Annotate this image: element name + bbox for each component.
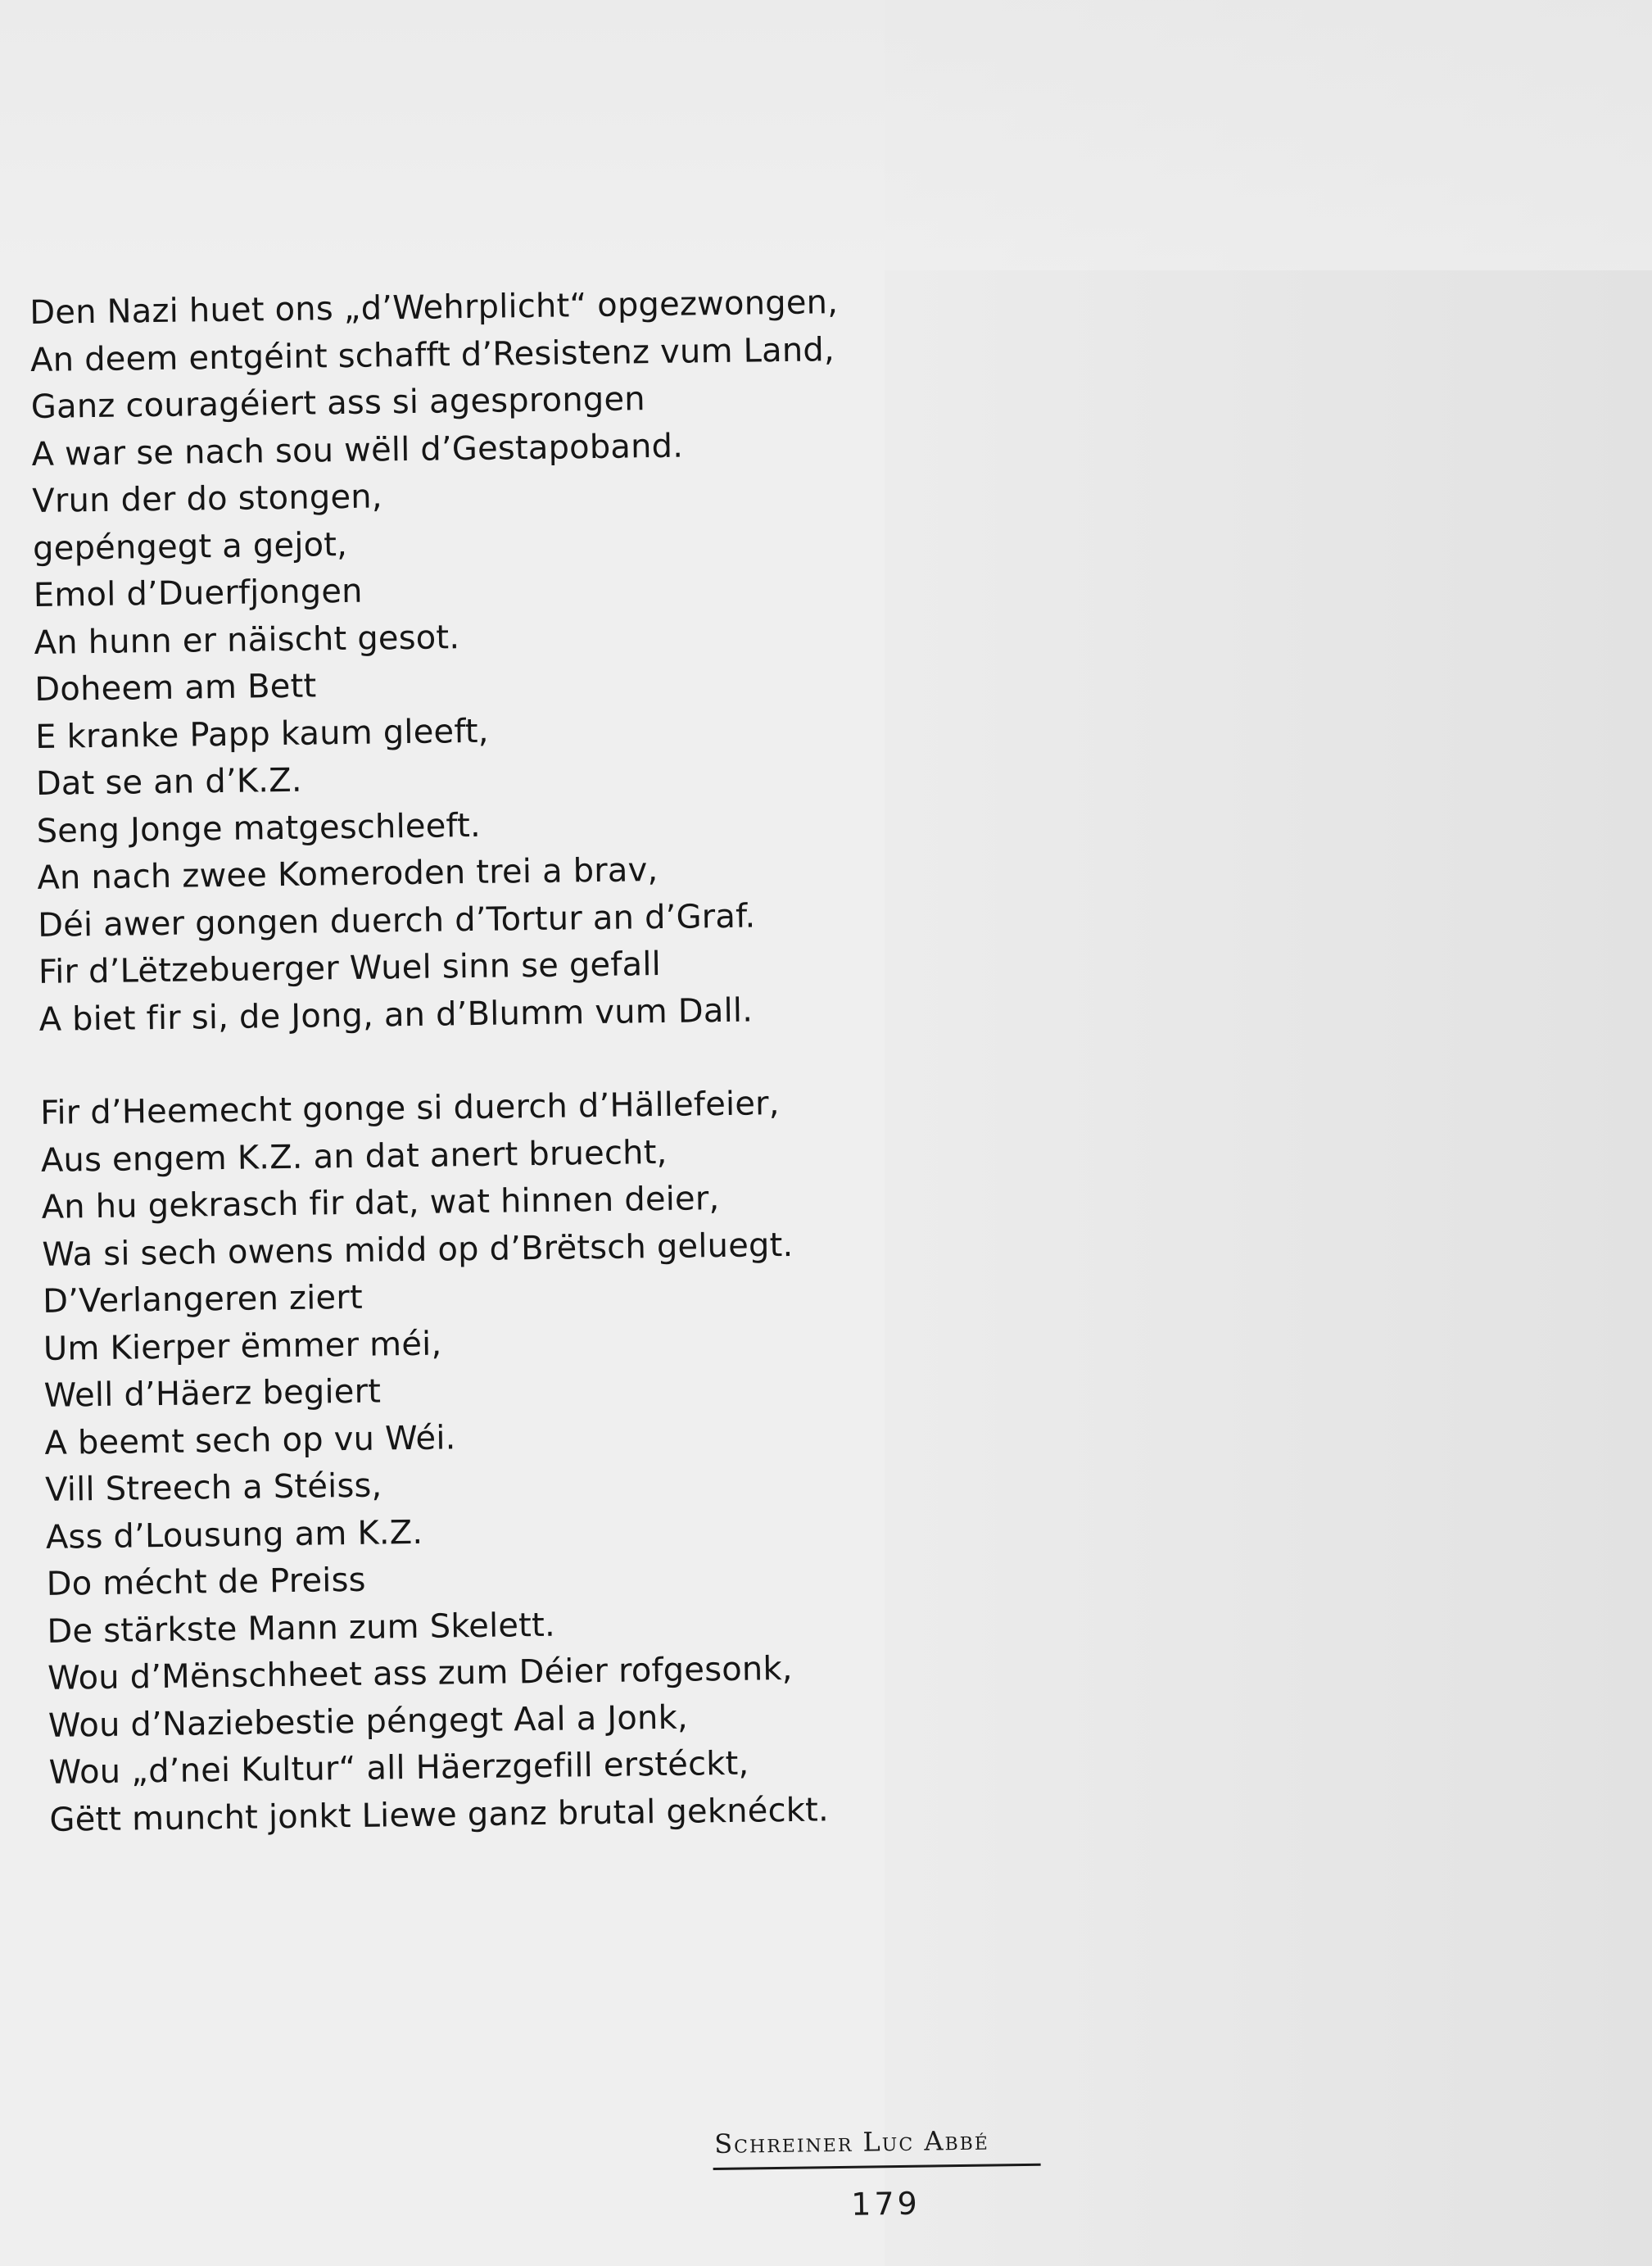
poem-line: Wa si sech owens midd op d’Brëtsch geluegt. bbox=[42, 1226, 794, 1274]
poem-line: Vill Streech a Stéiss, bbox=[44, 1466, 382, 1509]
poem-line: Aus engem K.Z. an dat anert bruecht, bbox=[40, 1133, 668, 1180]
poem-line: Emol d’Duerfjongen bbox=[33, 572, 363, 614]
poem-line: Gëtt muncht jonkt Liewe ganz brutal geknéckt. bbox=[49, 1790, 830, 1839]
poem bbox=[29, 279, 918, 1844]
stanza-2 bbox=[40, 1079, 918, 1844]
poem-line: Ganz couragéiert ass si agesprongen bbox=[30, 380, 646, 426]
poem-line: Dat se an d’K.Z. bbox=[35, 761, 302, 803]
poem-line: An hu gekrasch fir dat, wat hinnen deier, bbox=[41, 1180, 720, 1226]
poem-line: gepéngegt a gejot, bbox=[32, 525, 348, 568]
poem-line: Vrun der do stongen, bbox=[32, 478, 383, 520]
top-margin-shadow bbox=[0, 0, 1652, 270]
author-name: Schreiner Luc Abbé bbox=[713, 2124, 990, 2159]
page-footer bbox=[713, 2124, 1041, 2224]
poem-line: An nach zwee Komeroden trei a brav, bbox=[37, 851, 659, 897]
poem-line: A biet fir si, de Jong, an d’Blumm vum Dall. bbox=[38, 991, 754, 1039]
poem-line: De stärkste Mann zum Skelett. bbox=[47, 1606, 556, 1651]
poem-line: A beemt sech op vu Wéi. bbox=[44, 1418, 456, 1462]
poem-line: Fir d’Lëtzebuerger Wuel sinn se gefall bbox=[38, 945, 662, 991]
footer-divider bbox=[713, 2164, 1041, 2170]
poem-line: Do mécht de Preiss bbox=[46, 1561, 366, 1603]
poem-line: E kranke Papp kaum gleeft, bbox=[34, 712, 489, 756]
poem-line: Den Nazi huet ons „d’Wehrplicht“ opgezwongen, bbox=[29, 283, 839, 332]
poem-line: Well d’Häerz begiert bbox=[43, 1372, 382, 1415]
poem-line: Ass d’Lousung am K.Z. bbox=[45, 1513, 423, 1557]
poem-line: D’Verlangeren ziert bbox=[42, 1278, 364, 1321]
poem-line: Seng Jonge matgeschleeft. bbox=[36, 806, 482, 850]
facing-page-shadow bbox=[885, 0, 1652, 2266]
poem-line: Doheem am Bett bbox=[34, 667, 317, 709]
poem-line: A war se nach sou wëll d’Gestapoband. bbox=[31, 427, 684, 474]
poem-line: Wou d’Naziebestie péngegt Aal a Jonk, bbox=[48, 1698, 689, 1745]
poem-line: Wou „d’nei Kultur“ all Häerzgefill erstéckt, bbox=[48, 1744, 749, 1792]
poem-line: Um Kierper ëmmer méi, bbox=[43, 1325, 442, 1368]
poem-line: An hunn er näischt gesot. bbox=[34, 618, 460, 662]
poem-line: Fir d’Heemecht gonge si duerch d’Hällefeier, bbox=[39, 1085, 780, 1132]
poem-line: Wou d’Mënschheet ass zum Déier rofgesonk, bbox=[47, 1649, 793, 1697]
poem-line: An deem entgéint schafft d’Resistenz vum Land, bbox=[29, 330, 835, 379]
page-number: 179 bbox=[850, 2185, 921, 2223]
stanza-1 bbox=[29, 279, 907, 1044]
poem-line: Déi awer gongen duerch d’Tortur an d’Graf. bbox=[37, 896, 756, 945]
